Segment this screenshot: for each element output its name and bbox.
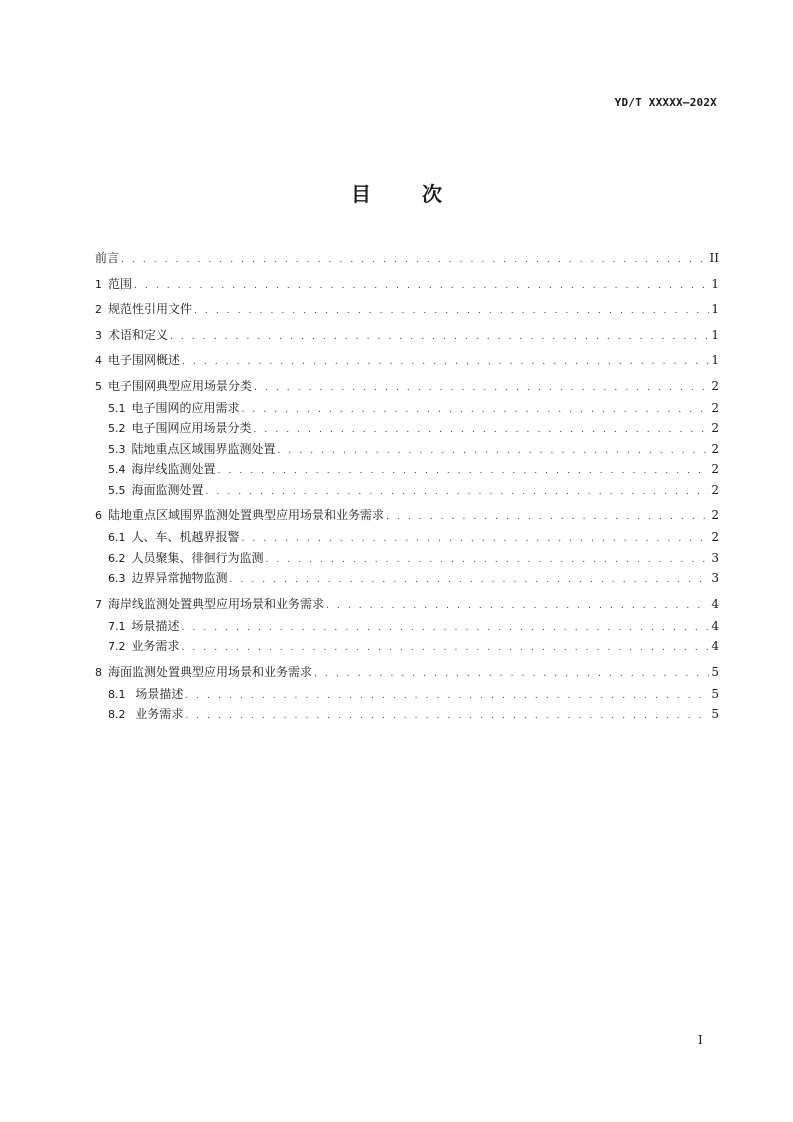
- toc-entry-number: 8: [95, 665, 102, 679]
- toc-entry-label: 电子围网概述: [108, 353, 181, 367]
- toc-entry[interactable]: [95, 706, 719, 722]
- toc-dot-leader: [218, 463, 710, 479]
- toc-entry-page: 2: [711, 530, 719, 544]
- toc-entry[interactable]: [95, 378, 719, 394]
- toc-entry-page: 1: [711, 327, 719, 342]
- toc-entry-number: 4: [95, 354, 102, 367]
- toc-entry-title: [108, 638, 182, 655]
- toc-dot-leader: [254, 380, 709, 396]
- toc-dot-leader: [182, 640, 710, 656]
- toc-entry-page: 5: [711, 686, 719, 701]
- toc-entry-title: [108, 482, 206, 499]
- toc-entry-page: 4: [711, 596, 719, 611]
- toc-entry-page: 1: [711, 353, 719, 367]
- toc-entry-title: [108, 461, 218, 478]
- toc-entry-page: 5: [711, 707, 719, 721]
- toc-entry-number: 5.5: [108, 483, 126, 497]
- toc-entry-page: 2: [711, 508, 719, 522]
- toc-entry-title: [95, 301, 194, 318]
- toc-entry-page: 3: [711, 571, 719, 585]
- toc-dot-leader: [266, 552, 710, 568]
- toc-entry[interactable]: [95, 250, 719, 266]
- toc-dot-leader: [326, 598, 709, 614]
- toc-entry-label: 术语和定义: [108, 327, 169, 342]
- toc-dot-leader: [242, 531, 710, 547]
- toc-entry-title: [95, 276, 134, 293]
- page-number: I: [698, 1033, 703, 1047]
- toc-entry-title: [95, 327, 170, 344]
- toc-entry-title: [108, 400, 242, 417]
- toc-entry-title: [95, 378, 254, 395]
- toc-entry-number: 5.3: [108, 442, 126, 456]
- toc-entry[interactable]: [95, 570, 719, 586]
- toc-entry-label: 业务需求: [131, 639, 180, 653]
- toc-entry[interactable]: [95, 638, 719, 654]
- toc-entry-label: 电子围网典型应用场景分类: [108, 378, 253, 393]
- toc-entry-title: [108, 550, 266, 567]
- toc-entry-title: [108, 686, 185, 703]
- toc-entry[interactable]: [95, 686, 719, 702]
- toc-entry-number: 5.2: [108, 422, 126, 435]
- toc-entry[interactable]: [95, 420, 719, 436]
- toc-entry[interactable]: [95, 507, 719, 523]
- toc-entry-title: [95, 664, 314, 681]
- toc-entry-number: 3: [95, 328, 102, 342]
- toc-entry-label: 电子围网应用场景分类: [131, 421, 252, 435]
- toc-entry-number: 7.2: [108, 640, 126, 653]
- toc-dot-leader: [182, 354, 709, 370]
- toc-entry[interactable]: [95, 301, 719, 317]
- toc-entry[interactable]: [95, 400, 719, 416]
- toc-entry-title: [108, 706, 185, 723]
- toc-entry-number: 7: [95, 597, 102, 611]
- toc-entry-page: 2: [711, 462, 719, 476]
- toc-entry-number: 6.2: [108, 551, 126, 565]
- toc-entry-number: 1: [95, 277, 102, 291]
- toc-entry[interactable]: [95, 441, 719, 457]
- toc-entry-label: 规范性引用文件: [108, 302, 193, 316]
- toc-entry[interactable]: [95, 664, 719, 680]
- toc-entry-page: 2: [711, 482, 719, 497]
- toc-entry[interactable]: [95, 482, 719, 498]
- toc-entry-label: 人员聚集、徘徊行为监测: [131, 550, 264, 565]
- toc-dot-leader: [134, 278, 709, 294]
- toc-entry-page: 4: [711, 618, 719, 633]
- toc-dot-leader: [206, 484, 710, 500]
- toc-dot-leader: [254, 422, 710, 438]
- toc-dot-leader: [386, 509, 709, 525]
- toc-entry-label: 边界异常抛物监测: [131, 571, 228, 585]
- toc-entry-title: [108, 529, 242, 546]
- toc-dot-leader: [242, 402, 710, 418]
- toc-entry[interactable]: [95, 618, 719, 634]
- toc-entry[interactable]: [95, 550, 719, 566]
- toc-entry-page: 3: [711, 550, 719, 565]
- toc-dot-leader: [278, 443, 710, 459]
- toc-entry-title: [95, 250, 121, 266]
- document-code: YD/T XXXXX—202X: [614, 96, 717, 109]
- toc-entry-page: 4: [711, 639, 719, 653]
- toc-entry-number: 5: [95, 379, 102, 393]
- toc-entry-title: [108, 618, 182, 635]
- toc-entry-page: 2: [711, 400, 719, 415]
- toc-entry-page: 2: [711, 378, 719, 393]
- toc-entry-number: 7.1: [108, 619, 126, 633]
- toc-entry-label: 海岸线监测处置: [131, 462, 216, 476]
- toc-entry-label: 海面监测处置: [131, 482, 204, 497]
- toc-dot-leader: [185, 708, 709, 724]
- toc-entry[interactable]: [95, 461, 719, 477]
- toc-entry-title: [95, 352, 182, 369]
- toc-entry-page: 2: [711, 441, 719, 456]
- toc-dot-leader: [121, 252, 708, 268]
- toc-entry-number: 5.1: [108, 401, 126, 415]
- toc-entry-title: [95, 596, 326, 613]
- toc-entry-number: 6.1: [108, 531, 126, 544]
- toc-entry-title: [108, 420, 254, 437]
- toc-entry-label: 电子围网的应用需求: [131, 400, 240, 415]
- toc-dot-leader: [314, 666, 709, 682]
- toc-entry-label: 海岸线监测处置典型应用场景和业务需求: [108, 596, 325, 611]
- toc-entry-page: 1: [711, 276, 719, 291]
- toc-entry-number: 8.2: [108, 708, 126, 721]
- table-of-contents: [95, 250, 719, 722]
- toc-entry-label: 陆地重点区域围界监测处置: [131, 441, 276, 456]
- toc-dot-leader: [185, 688, 709, 704]
- toc-entry-page: 1: [711, 302, 719, 316]
- toc-entry-label: 人、车、机越界报警: [131, 530, 240, 544]
- toc-dot-leader: [230, 572, 710, 588]
- toc-entry-page: II: [709, 251, 719, 265]
- toc-dot-leader: [182, 620, 710, 636]
- toc-entry-title: [95, 507, 386, 524]
- toc-entry-number: 5.4: [108, 463, 126, 476]
- toc-entry[interactable]: [95, 596, 719, 612]
- page-title: 目 次: [351, 182, 464, 206]
- toc-entry-label: 业务需求: [131, 707, 184, 721]
- toc-entry[interactable]: [95, 529, 719, 545]
- toc-entry-label: 陆地重点区域围界监测处置典型应用场景和业务需求: [108, 508, 385, 522]
- toc-entry-label: 场景描述: [131, 686, 184, 701]
- toc-entry[interactable]: [95, 327, 719, 343]
- toc-entry-number: 6: [95, 509, 102, 522]
- toc-entry-label: 海面监测处置典型应用场景和业务需求: [108, 664, 313, 679]
- toc-entry-title: [108, 441, 278, 458]
- toc-entry-number: 6.3: [108, 572, 126, 585]
- toc-entry-title: [108, 570, 230, 587]
- toc-entry-page: 5: [711, 664, 719, 679]
- toc-entry-number: 2: [95, 303, 102, 316]
- toc-entry-label: 范围: [108, 276, 133, 291]
- toc-entry[interactable]: [95, 276, 719, 292]
- toc-entry-number: 8.1: [108, 687, 126, 701]
- toc-entry[interactable]: [95, 352, 719, 368]
- toc-entry-page: 2: [711, 421, 719, 435]
- toc-dot-leader: [170, 329, 709, 345]
- toc-entry-label: 前言: [95, 251, 120, 265]
- toc-dot-leader: [194, 303, 709, 319]
- toc-entry-label: 场景描述: [131, 618, 180, 633]
